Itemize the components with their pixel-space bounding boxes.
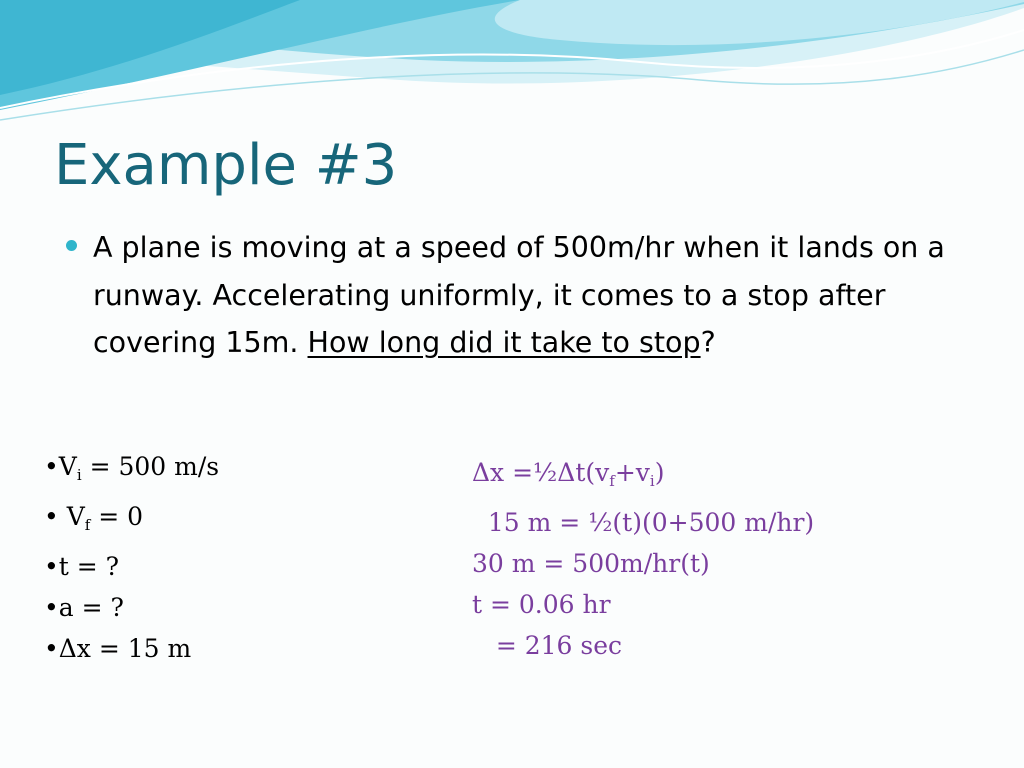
solution-step-simplify: 30 m = 500m/hr(t) bbox=[472, 549, 710, 578]
problem-question: How long did it take to stop bbox=[307, 326, 701, 359]
problem-question-mark: ? bbox=[700, 326, 716, 359]
givens-list bbox=[44, 446, 219, 669]
given-final-velocity: • $V_f = 0$ bbox=[44, 502, 144, 534]
slide-title: Example #3 bbox=[54, 133, 398, 198]
solution-step-time-seconds: = 216 sec bbox=[472, 631, 623, 660]
given-time: •t = ? bbox=[44, 552, 120, 581]
solution-equation: $\Delta x =\frac{1}{2}\Delta t(v_f+v_i)$ bbox=[472, 458, 665, 490]
problem-statement bbox=[93, 224, 973, 367]
solution-steps bbox=[472, 452, 814, 666]
header-wave-decoration bbox=[0, 0, 1024, 130]
given-acceleration: •a = ? bbox=[44, 593, 124, 622]
problem-text: A plane is moving at a speed of 500m/hr when it lands on a runway. Accelerating uniformly, it comes to a stop after covering 15m. bbox=[93, 231, 945, 359]
solution-step-substitute: 15 m = ½(t)(0+500 m/hr) bbox=[472, 508, 815, 537]
solution-step-time-hours: t = 0.06 hr bbox=[472, 590, 611, 619]
given-initial-velocity: $•V_i = 500$ m/s bbox=[44, 452, 220, 484]
bullet-icon bbox=[66, 240, 77, 251]
given-displacement: •Δx = 15 m bbox=[44, 634, 192, 663]
